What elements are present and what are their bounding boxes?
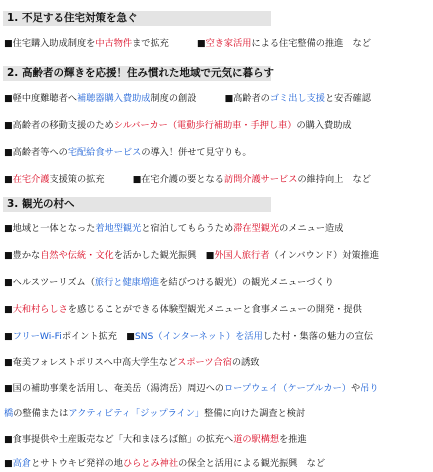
list-item [4,222,432,236]
highlight-red: 自然や伝統・文化 [40,250,114,261]
list-item [4,146,432,160]
text-segment: ■軽中度難聴者へ [4,93,77,104]
text-segment: ■地域と一体となった [4,223,96,234]
text-segment: の整備または [13,408,69,419]
text-segment: を推進 [279,434,307,445]
text-segment: のメニュー造成 [279,223,344,234]
highlight-blue: 橋 [4,408,14,419]
text-segment: ■食事提供や土産販売など「大和まほろば館」の拡充へ [4,434,234,445]
text-segment: ■住宅購入助成制度を [4,38,96,49]
text-segment: ■ [196,38,206,49]
highlight-red: 在宅介護 [12,174,50,185]
text-segment: ■ [4,304,13,315]
text-segment: の維持向上 など [297,174,371,185]
list-item [4,92,432,106]
text-segment: と宿泊してもらうため [141,223,234,234]
text-segment: ■高齢者の [224,93,270,104]
text-segment: ■奄美フォレストポリスへ中高大学生など [4,357,178,368]
highlight-red: 空き家活用 [205,38,252,49]
text-segment: とサトウキビ発祥の地 [31,458,123,469]
highlight-red: ひらとみ神社 [122,458,179,469]
highlight-blue: ロープウェイ（ケーブルカー） [224,383,351,394]
list-item [4,457,432,471]
text-segment: まで拡充 [132,38,169,49]
list-item [4,276,432,290]
text-segment: の導入！併せて見守りも。 [141,147,252,158]
list-item [4,356,432,370]
list-item [4,249,432,263]
text-segment: した村・集落の魅力の宣伝 [262,331,374,342]
highlight-red: 訪問介護サービス [223,174,298,185]
highlight-blue: SNS（インターネット）を活用 [134,331,263,342]
list-item [4,407,432,421]
highlight-red: シルバーカー（電動歩行補助車・手押し車） [113,120,297,131]
list-item [4,382,432,396]
text-segment: ■ [4,458,13,469]
highlight-red: 大和村らしさ [12,304,68,315]
highlight-blue: 吊り [360,383,379,394]
list-item [4,173,432,187]
text-segment: （インバウンド）対策推進 [269,250,380,261]
text-segment: ■ヘルスツーリズム（ [4,277,95,288]
text-segment: 支援策の拡充 [49,174,105,185]
list-item [4,433,432,447]
highlight-red: 中古物件 [95,38,133,49]
highlight-red: 外国人旅行者 [214,250,270,261]
list-item [4,330,432,344]
highlight-blue: 宅配給食サービス [67,147,142,158]
highlight-blue: ゴミ出し支援 [269,93,325,104]
section-heading-elderly: 2. 高齢者の輝きを応援！住み慣れた地域で元気に暮らす [3,66,271,81]
text-segment: を感じることができる体験型観光メニューと食事メニューの開発・提供 [67,304,362,315]
highlight-blue: フリーWi-Fi [12,331,62,342]
text-segment: ■ [4,331,13,342]
section-heading-housing: 1. 不足する住宅対策を急ぐ [3,11,271,26]
text-segment: ■在宅介護の要となる [132,174,224,185]
list-item [4,119,432,133]
text-segment: ■ [4,174,13,185]
text-segment: や [350,383,361,394]
text-segment: ■高齢者等への [4,147,68,158]
highlight-blue: 高倉 [12,458,32,469]
highlight-blue: 旅行と健康増進 [94,277,160,288]
text-segment: の購入費助成 [296,120,352,131]
highlight-blue: 補聴器購入費助成 [77,93,151,104]
text-segment: 制度の創設 [150,93,197,104]
text-segment: ■国の補助事業を活用し、奄美岳（湯湾岳）周辺への [4,383,224,394]
highlight-red: 滞在型観光 [233,223,280,234]
list-item [4,303,432,317]
list-item [4,37,432,51]
text-segment: を活かした観光振興 ■ [113,250,215,261]
highlight-blue: 着地型観光 [95,223,142,234]
highlight-red: スポーツ合宿 [177,357,232,368]
text-segment: の保全と活用による観光振興 など [178,458,326,469]
section-heading-tourism: 3. 観光の村へ [3,197,271,212]
text-segment: による住宅整備の推進 など [251,38,371,49]
text-segment: ポイント拡充 ■ [61,331,135,342]
text-segment: を結びつける観光）の観光メニューづくり [159,277,334,288]
highlight-red: 道の駅構想 [233,434,280,445]
text-segment: 整備に向けた調査と検討 [204,408,306,419]
text-segment: と安否確認 [325,93,371,104]
text-segment: の誘致 [231,357,260,368]
text-segment: ■豊かな [4,250,41,261]
highlight-blue: アクティビティ「ジップライン」 [68,408,205,419]
text-segment: ■高齢者の移動支援のため [4,120,114,131]
